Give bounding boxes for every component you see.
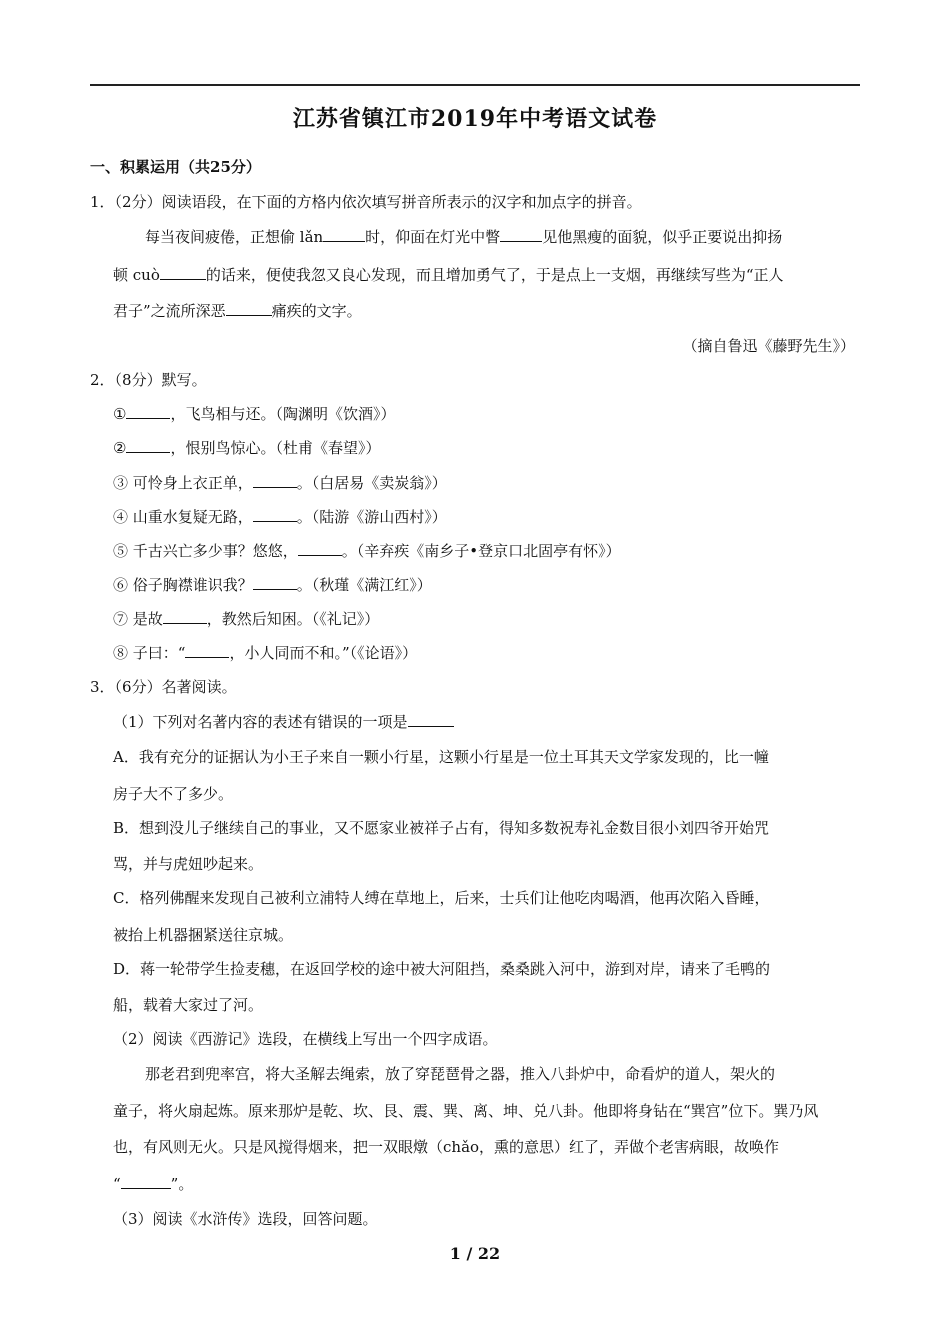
text: 每当夜间疲倦，正想偷 lǎn xyxy=(145,228,324,246)
answer-blank[interactable] xyxy=(298,540,342,556)
question-2-head: 2．（8分）默写。 xyxy=(90,371,207,389)
text: ② xyxy=(113,439,127,457)
page-title: 江苏省镇江市2019年中考语文试卷 xyxy=(292,106,658,132)
text: 的话来，便使我忽又良心发现，而且增加勇气了，于是点上一支烟，再继续写些为“正人 xyxy=(205,266,784,284)
text: ③ 可怜身上衣正单， xyxy=(113,474,253,492)
section-heading: 一、积累运用（共25分） xyxy=(90,158,261,176)
recitation-item xyxy=(113,403,395,424)
option-d-cont: 船，载着大家过了河。 xyxy=(113,996,264,1014)
passage-line: 那老君到兜率宫，将大圣解去绳索，放了穿琵琶骨之器，推入八卦炉中，命看炉的道人，架火的 xyxy=(145,1065,776,1083)
page-number: 1 / 22 xyxy=(449,1244,501,1263)
recitation-item xyxy=(113,608,379,629)
text: ④ 山重水复疑无路， xyxy=(113,508,253,526)
text: ⑤ 千古兴亡多少事？悠悠， xyxy=(113,542,298,560)
answer-blank[interactable] xyxy=(126,403,170,419)
text: 君子”之流所深恶 xyxy=(113,302,226,320)
text: ”。 xyxy=(170,1175,194,1193)
recitation-item xyxy=(113,574,432,595)
text: （1）下列对名著内容的表述有错误的一项是 xyxy=(113,713,408,731)
text: ，教然后知困。（《礼记》） xyxy=(206,610,380,628)
text: 见他黑瘦的面貌，似乎正要说出抑扬 xyxy=(542,228,783,246)
answer-blank[interactable] xyxy=(226,300,272,316)
header-rule xyxy=(90,84,860,86)
question-1-line-3 xyxy=(113,300,362,321)
text: “ xyxy=(113,1175,121,1193)
answer-blank[interactable] xyxy=(253,472,297,488)
text: ⑥ 俗子胸襟谁识我？ xyxy=(113,576,253,594)
answer-blank[interactable] xyxy=(163,608,207,624)
question-1-line-1 xyxy=(145,226,782,247)
option-b-cont: 骂，并与虎妞吵起来。 xyxy=(113,855,264,873)
passage-line: 童子，将火扇起炼。原来那炉是乾、坎、艮、震、巽、离、坤、兑八卦。他即将身钻在“巽宫”位下。巽乃风 xyxy=(113,1102,819,1120)
question-1-source: （摘自鲁迅《藤野先生》） xyxy=(682,337,855,355)
answer-blank[interactable] xyxy=(160,264,206,280)
option-b[interactable]: B．想到没儿子继续自己的事业，又不愿家业被祥子占有，得知多数祝寿礼金数目很小刘四爷开始咒 xyxy=(113,819,770,837)
text: ，恨别鸟惊心。（杜甫《春望》） xyxy=(170,439,381,457)
answer-blank[interactable] xyxy=(500,226,542,242)
option-d[interactable]: D．蒋一轮带学生捡麦穗，在返回学校的途中被大河阻挡，桑桑跳入河中，游到对岸，请来了毛鸭的 xyxy=(113,960,771,978)
question-3-head: 3．（6分）名著阅读。 xyxy=(90,678,237,696)
text: ，小人同而不和。”（《论语》） xyxy=(229,644,418,662)
text: ⑦ 是故 xyxy=(113,610,163,628)
recitation-item xyxy=(113,642,417,663)
question-1-head: 1．（2分）阅读语段，在下面的方格内依次填写拼音所表示的汉字和加点字的拼音。 xyxy=(90,193,642,211)
recitation-item xyxy=(113,437,380,458)
text: 。（秋瑾《满江红》） xyxy=(296,576,432,594)
option-a-cont: 房子大不了多少。 xyxy=(113,785,234,803)
text: ① xyxy=(113,405,127,423)
passage-line xyxy=(113,1173,193,1194)
text: ，飞鸟相与还。（陶渊明《饮酒》） xyxy=(170,405,396,423)
sub-question-3: （3）阅读《水浒传》选段，回答问题。 xyxy=(113,1210,378,1228)
text: 。（辛弃疾《南乡子•登京口北固亭有怀》） xyxy=(341,542,621,560)
text: ⑧ 子曰：“ xyxy=(113,644,186,662)
recitation-item xyxy=(113,540,621,561)
recitation-item xyxy=(113,472,447,493)
answer-blank[interactable] xyxy=(323,226,365,242)
text: 时，仰面在灯光中瞥 xyxy=(365,228,501,246)
answer-blank[interactable] xyxy=(253,506,297,522)
sub-question-2: （2）阅读《西游记》选段，在横线上写出一个四字成语。 xyxy=(113,1030,498,1048)
text: 顿 cuò xyxy=(113,266,160,284)
text: 。（白居易《卖炭翁》） xyxy=(296,474,447,492)
answer-blank[interactable] xyxy=(408,711,454,727)
text: 痛疾的文字。 xyxy=(271,302,362,320)
option-c-cont: 被抬上机器捆紧送往京城。 xyxy=(113,926,294,944)
sub-question-1 xyxy=(113,711,454,732)
answer-blank[interactable] xyxy=(126,437,170,453)
answer-blank[interactable] xyxy=(121,1173,171,1189)
recitation-item xyxy=(113,506,447,527)
answer-blank[interactable] xyxy=(185,642,229,658)
text: 。（陆游《游山西村》） xyxy=(296,508,447,526)
answer-blank[interactable] xyxy=(253,574,297,590)
passage-line: 也，有风则无火。只是风搅得烟来，把一双眼燉（chǎo，熏的意思）红了，弄做个老害病眼，故唤作 xyxy=(113,1138,780,1156)
question-1-line-2 xyxy=(113,264,784,285)
option-c[interactable]: C．格列佛醒来发现自己被利立浦特人缚在草地上，后来，士兵们让他吃肉喝酒，他再次陷入昏睡， xyxy=(113,889,770,907)
option-a[interactable]: A．我有充分的证据认为小王子来自一颗小行星，这颗小行星是一位土耳其天文学家发现的，比一幢 xyxy=(113,748,769,766)
